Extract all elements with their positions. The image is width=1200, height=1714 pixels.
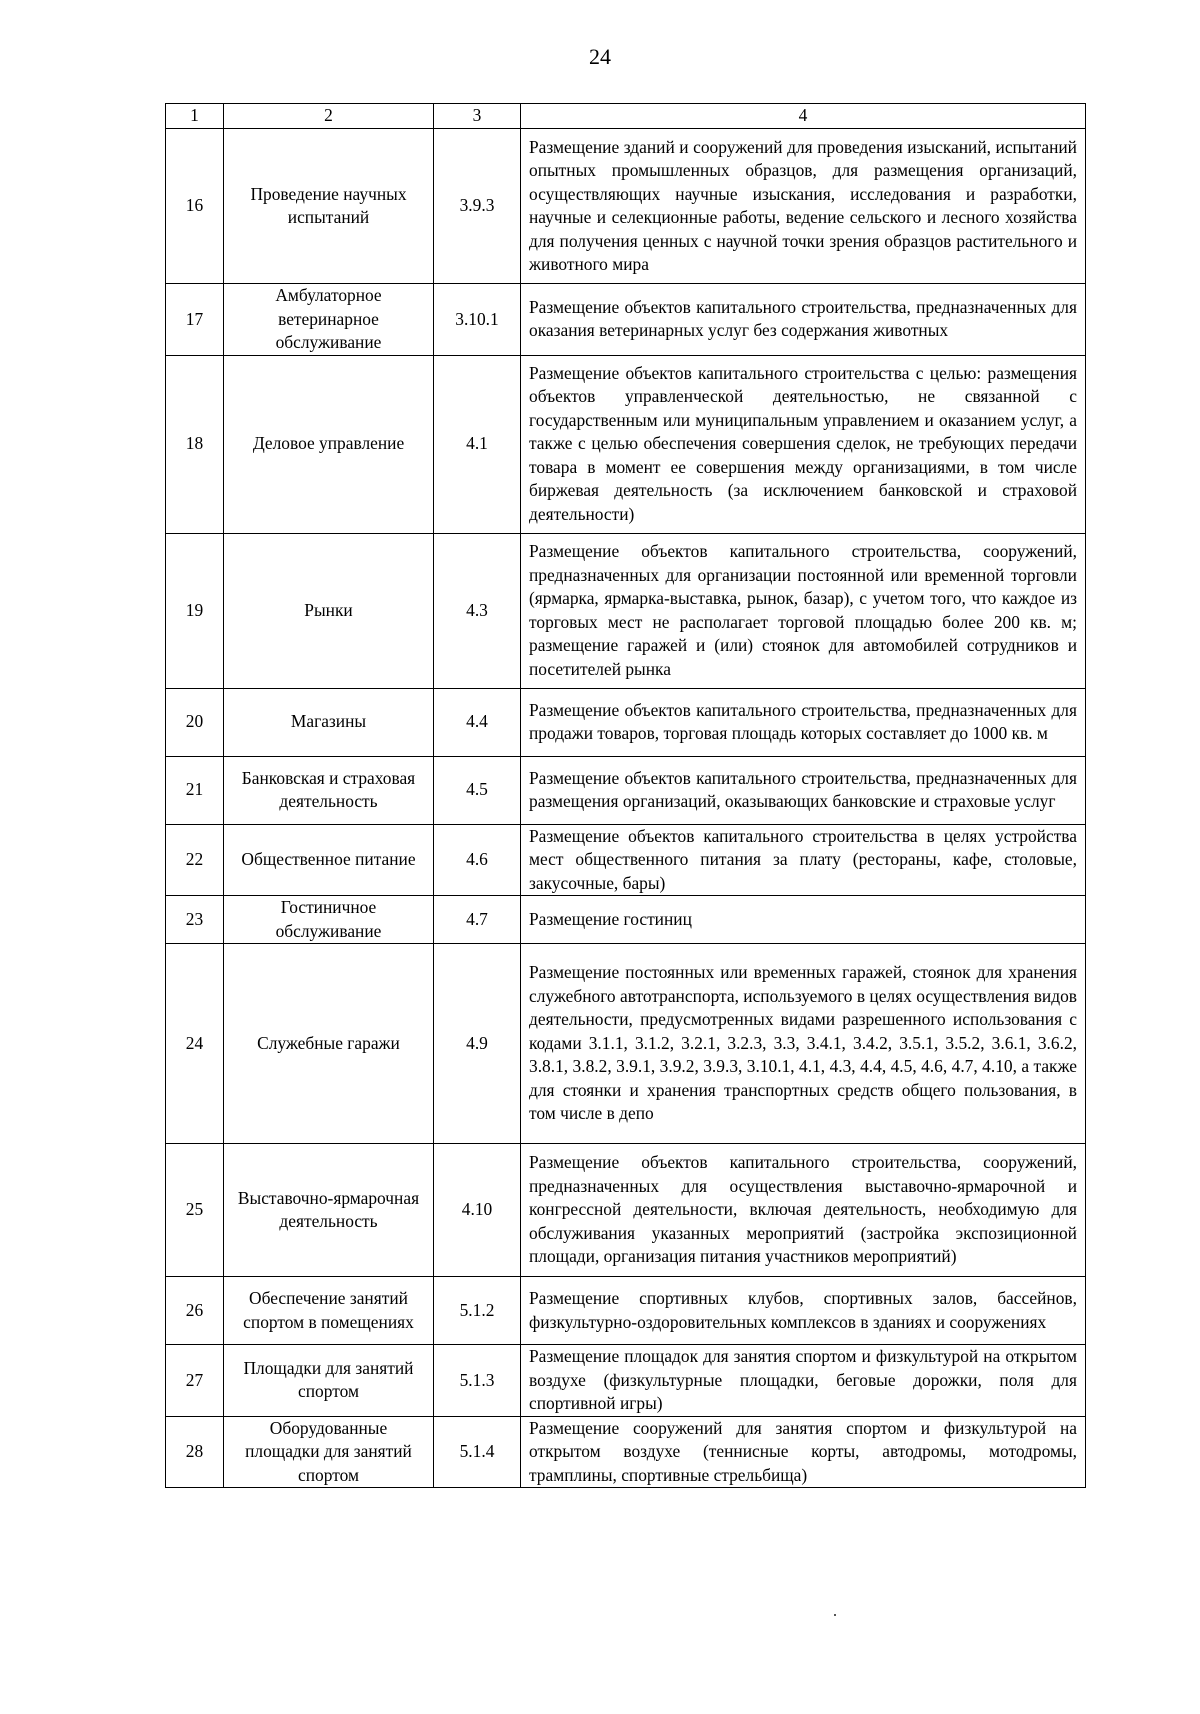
row-number: 26 <box>166 1277 224 1345</box>
land-use-code: 3.10.1 <box>434 284 521 356</box>
row-number: 27 <box>166 1345 224 1417</box>
row-number: 22 <box>166 824 224 896</box>
table-row <box>166 129 1086 284</box>
land-use-name: Рынки <box>224 533 434 688</box>
land-use-description: Размещение площадок для занятия спортом и физкультурой на открытом воздухе (физкультурные площадки, беговые дорожки, поля для спортивной игры) <box>521 1345 1086 1417</box>
land-use-code: 4.1 <box>434 355 521 533</box>
row-number: 21 <box>166 756 224 824</box>
table-header-row <box>166 104 1086 129</box>
table-row <box>166 756 1086 824</box>
table-row <box>166 824 1086 896</box>
land-use-code: 3.9.3 <box>434 129 521 284</box>
land-use-code: 5.1.4 <box>434 1416 521 1488</box>
row-number: 25 <box>166 1144 224 1277</box>
land-use-description: Размещение сооружений для занятия спортом и физкультурой на открытом воздухе (теннисные корты, автодромы, мотодромы, трамплины, спортивные стрельбища) <box>521 1416 1086 1488</box>
row-number: 23 <box>166 896 224 944</box>
row-number: 19 <box>166 533 224 688</box>
row-number: 16 <box>166 129 224 284</box>
land-use-name: Банковская и страховая деятельность <box>224 756 434 824</box>
table-row <box>166 355 1086 533</box>
table-row <box>166 944 1086 1144</box>
land-use-description: Размещение объектов капитального строительства, предназначенных для размещения организаций, оказывающих банковские и страховые услуг <box>521 756 1086 824</box>
land-use-code: 4.10 <box>434 1144 521 1277</box>
land-use-name: Служебные гаражи <box>224 944 434 1144</box>
column-header: 1 <box>166 104 224 129</box>
land-use-name: Площадки для занятий спортом <box>224 1345 434 1417</box>
land-use-name: Общественное питание <box>224 824 434 896</box>
land-use-code: 4.7 <box>434 896 521 944</box>
column-header: 2 <box>224 104 434 129</box>
land-use-description: Размещение объектов капитального строительства, предназначенных для продажи товаров, торговая площадь которых составляет до 1000 кв. м <box>521 688 1086 756</box>
row-number: 20 <box>166 688 224 756</box>
page-number: 24 <box>589 44 611 69</box>
table-row <box>166 688 1086 756</box>
land-use-name: Проведение научных испытаний <box>224 129 434 284</box>
land-use-description: Размещение объектов капитального строительства, сооружений, предназначенных для организации постоянной или временной торговли (ярмарка, ярмарка-выставка, рынок, базар), с учетом того, что каждое из торговых мест не располагает торговой площадью более 200 кв. м; размещение гаражей и (или) стоянок для автомобилей сотрудников и посетителей рынка <box>521 533 1086 688</box>
scan-speck <box>834 1614 836 1616</box>
table-row <box>166 1345 1086 1417</box>
land-use-table <box>165 103 1086 1488</box>
land-use-description: Размещение постоянных или временных гаражей, стоянок для хранения служебного автотранспорта, используемого в целях осуществления видов деятельности, предусмотренных видами разрешенного использования с кодами 3.1.1, 3.1.2, 3.2.1, 3.2.3, 3.3, 3.4.1, 3.4.2, 3.5.1, 3.5.2, 3.6.1, 3.6.2, 3.8.1, 3.8.2, 3.9.1, 3.9.2, 3.9.3, 3.10.1, 4.1, 4.3, 4.4, 4.5, 4.6, 4.7, 4.10, а также для стоянки и хранения транспортных средств общего пользования, в том числе в депо <box>521 944 1086 1144</box>
land-use-description: Размещение спортивных клубов, спортивных залов, бассейнов, физкультурно-оздоровительных комплексов в зданиях и сооружениях <box>521 1277 1086 1345</box>
table-row <box>166 896 1086 944</box>
column-header: 3 <box>434 104 521 129</box>
land-use-code: 4.9 <box>434 944 521 1144</box>
column-header: 4 <box>521 104 1086 129</box>
land-use-description: Размещение гостиниц <box>521 896 1086 944</box>
table-row <box>166 284 1086 356</box>
land-use-name: Деловое управление <box>224 355 434 533</box>
land-use-name: Амбулаторное ветеринарное обслуживание <box>224 284 434 356</box>
table-row <box>166 1144 1086 1277</box>
land-use-description: Размещение объектов капитального строительства в целях устройства мест общественного питания за плату (рестораны, кафе, столовые, закусочные, бары) <box>521 824 1086 896</box>
row-number: 24 <box>166 944 224 1144</box>
row-number: 28 <box>166 1416 224 1488</box>
land-use-name: Обеспечение занятий спортом в помещениях <box>224 1277 434 1345</box>
land-use-code: 5.1.3 <box>434 1345 521 1417</box>
land-use-name: Выставочно-ярмарочная деятельность <box>224 1144 434 1277</box>
land-use-name: Гостиничное обслуживание <box>224 896 434 944</box>
land-use-description: Размещение зданий и сооружений для проведения изысканий, испытаний опытных промышленных образцов, для размещения организаций, осуществляющих научные изыскания, исследования и разработки, научные и селекционные работы, ведение сельского и лесного хозяйства для получения ценных с научной точки зрения образцов растительного и животного мира <box>521 129 1086 284</box>
land-use-code: 4.4 <box>434 688 521 756</box>
land-use-code: 5.1.2 <box>434 1277 521 1345</box>
land-use-code: 4.6 <box>434 824 521 896</box>
land-use-description: Размещение объектов капитального строительства с целью: размещения объектов управленческой деятельностью, не связанной с государственным или муниципальным управлением и оказанием услуг, а также с целью обеспечения совершения сделок, не требующих передачи товара в момент ее совершения между организациями, в том числе биржевая деятельность (за исключением банковской и страховой деятельности) <box>521 355 1086 533</box>
table-row <box>166 1416 1086 1488</box>
land-use-name: Оборудованные площадки для занятий спортом <box>224 1416 434 1488</box>
row-number: 17 <box>166 284 224 356</box>
row-number: 18 <box>166 355 224 533</box>
land-use-code: 4.3 <box>434 533 521 688</box>
land-use-description: Размещение объектов капитального строительства, сооружений, предназначенных для осуществления выставочно-ярмарочной и конгрессной деятельности, включая деятельность, необходимую для обслуживания указанных мероприятий (застройка экспозиционной площади, организация питания участников мероприятий) <box>521 1144 1086 1277</box>
land-use-code: 4.5 <box>434 756 521 824</box>
table-row <box>166 1277 1086 1345</box>
land-use-description: Размещение объектов капитального строительства, предназначенных для оказания ветеринарных услуг без содержания животных <box>521 284 1086 356</box>
land-use-name: Магазины <box>224 688 434 756</box>
table-row <box>166 533 1086 688</box>
